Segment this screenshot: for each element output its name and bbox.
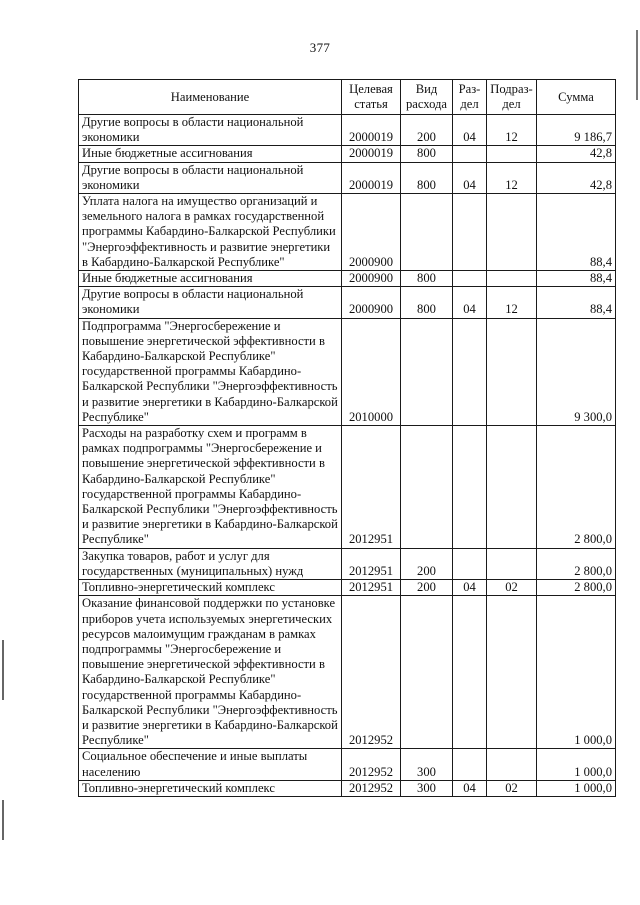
cell-subsection — [487, 318, 537, 425]
cell-expense-type — [401, 194, 453, 271]
cell-sum: 1 000,0 — [537, 749, 616, 780]
header-target: Целевая статья — [342, 80, 401, 115]
cell-target: 2000900 — [342, 287, 401, 318]
cell-name: Топливно-энергетический комплекс — [79, 780, 342, 796]
cell-target: 2012952 — [342, 596, 401, 749]
cell-sum: 9 300,0 — [537, 318, 616, 425]
scan-edge-mark — [636, 30, 638, 100]
table-row — [79, 749, 616, 780]
cell-subsection — [487, 749, 537, 780]
cell-subsection: 02 — [487, 780, 537, 796]
page-number: 377 — [309, 40, 331, 55]
table-body — [79, 115, 616, 797]
cell-name: Иные бюджетные ассигнования — [79, 271, 342, 287]
table-header — [79, 80, 616, 115]
cell-expense-type: 200 — [401, 548, 453, 579]
header-name: Наименование — [79, 80, 342, 115]
cell-sum: 1 000,0 — [537, 596, 616, 749]
cell-subsection: 12 — [487, 287, 537, 318]
cell-subsection — [487, 596, 537, 749]
cell-subsection — [487, 194, 537, 271]
cell-section — [453, 146, 487, 162]
cell-expense-type: 300 — [401, 780, 453, 796]
cell-section — [453, 548, 487, 579]
cell-name: Другие вопросы в области национальной экономики — [79, 115, 342, 146]
cell-expense-type: 200 — [401, 115, 453, 146]
cell-expense-type — [401, 596, 453, 749]
header-expense-type: Вид расхода — [401, 80, 453, 115]
cell-sum: 88,4 — [537, 194, 616, 271]
cell-expense-type — [401, 318, 453, 425]
table-row — [79, 162, 616, 193]
cell-sum: 2 800,0 — [537, 426, 616, 549]
cell-target: 2012952 — [342, 749, 401, 780]
cell-section: 04 — [453, 780, 487, 796]
cell-expense-type: 300 — [401, 749, 453, 780]
cell-section — [453, 271, 487, 287]
cell-subsection — [487, 548, 537, 579]
cell-expense-type: 800 — [401, 162, 453, 193]
cell-section — [453, 194, 487, 271]
cell-expense-type: 800 — [401, 146, 453, 162]
scan-edge-mark — [2, 640, 4, 700]
cell-name: Другие вопросы в области национальной экономики — [79, 287, 342, 318]
cell-section — [453, 426, 487, 549]
table-row — [79, 287, 616, 318]
cell-sum: 42,8 — [537, 146, 616, 162]
cell-target: 2000900 — [342, 194, 401, 271]
cell-name: Топливно-энергетический комплекс — [79, 580, 342, 596]
table-row — [79, 194, 616, 271]
cell-target: 2012951 — [342, 548, 401, 579]
cell-section — [453, 318, 487, 425]
table-row — [79, 548, 616, 579]
cell-target: 2012951 — [342, 426, 401, 549]
cell-expense-type — [401, 426, 453, 549]
header-sum: Сумма — [537, 80, 616, 115]
cell-target: 2012951 — [342, 580, 401, 596]
table-row — [79, 580, 616, 596]
table-row — [79, 271, 616, 287]
cell-subsection — [487, 426, 537, 549]
cell-target: 2000900 — [342, 271, 401, 287]
table-row — [79, 426, 616, 549]
table-row — [79, 596, 616, 749]
cell-subsection: 12 — [487, 162, 537, 193]
scan-edge-mark — [2, 800, 4, 840]
budget-table — [78, 79, 616, 797]
cell-sum: 88,4 — [537, 287, 616, 318]
header-subsection: Подраз- дел — [487, 80, 537, 115]
cell-subsection — [487, 271, 537, 287]
cell-section: 04 — [453, 287, 487, 318]
header-row — [79, 80, 616, 115]
table-row — [79, 146, 616, 162]
cell-sum: 88,4 — [537, 271, 616, 287]
cell-sum: 9 186,7 — [537, 115, 616, 146]
cell-expense-type: 800 — [401, 287, 453, 318]
cell-target: 2012952 — [342, 780, 401, 796]
cell-name: Другие вопросы в области национальной экономики — [79, 162, 342, 193]
cell-target: 2010000 — [342, 318, 401, 425]
table-row — [79, 780, 616, 796]
cell-name: Уплата налога на имущество организаций и земельного налога в рамках государственной программы Кабардино-Балкарской Республики "Энергоэффективность и развитие энергетики в Кабардино-Балкарской Республике" — [79, 194, 342, 271]
cell-name: Оказание финансовой поддержки по установке приборов учета используемых энергетических ресурсов малоимущим гражданам в рамках подпрограммы "Энергосбережение и повышение энергетической эффективности в Кабардино-Балкарской Республике" государственной программы Кабардино-Балкарской Республики "Энергоэффективность и развитие энергетики в Кабардино-Балкарской Республике" — [79, 596, 342, 749]
cell-subsection: 02 — [487, 580, 537, 596]
cell-section: 04 — [453, 115, 487, 146]
header-section: Раз- дел — [453, 80, 487, 115]
table-row — [79, 115, 616, 146]
cell-section: 04 — [453, 162, 487, 193]
cell-name: Расходы на разработку схем и программ в рамках подпрограммы "Энергосбережение и повышение энергетической эффективности в Кабардино-Балкарской Республике" государственной программы Кабардино-Балкарской Республики "Энергоэффективность и развитие энергетики в Кабардино-Балкарской Республике" — [79, 426, 342, 549]
cell-name: Закупка товаров, работ и услуг для государственных (муниципальных) нужд — [79, 548, 342, 579]
cell-sum: 2 800,0 — [537, 548, 616, 579]
cell-subsection: 12 — [487, 115, 537, 146]
cell-sum: 42,8 — [537, 162, 616, 193]
cell-section: 04 — [453, 580, 487, 596]
cell-target: 2000019 — [342, 146, 401, 162]
cell-name: Социальное обеспечение и иные выплаты населению — [79, 749, 342, 780]
cell-name: Подпрограмма "Энергосбережение и повышение энергетической эффективности в Кабардино-Балкарской Республике" государственной программы Кабардино-Балкарской Республики "Энергоэффективность и развитие энергетики в Кабардино-Балкарской Республике" — [79, 318, 342, 425]
cell-expense-type: 800 — [401, 271, 453, 287]
cell-section — [453, 596, 487, 749]
cell-expense-type: 200 — [401, 580, 453, 596]
cell-section — [453, 749, 487, 780]
cell-name: Иные бюджетные ассигнования — [79, 146, 342, 162]
cell-sum: 2 800,0 — [537, 580, 616, 596]
cell-subsection — [487, 146, 537, 162]
cell-target: 2000019 — [342, 162, 401, 193]
table-row — [79, 318, 616, 425]
cell-sum: 1 000,0 — [537, 780, 616, 796]
cell-target: 2000019 — [342, 115, 401, 146]
